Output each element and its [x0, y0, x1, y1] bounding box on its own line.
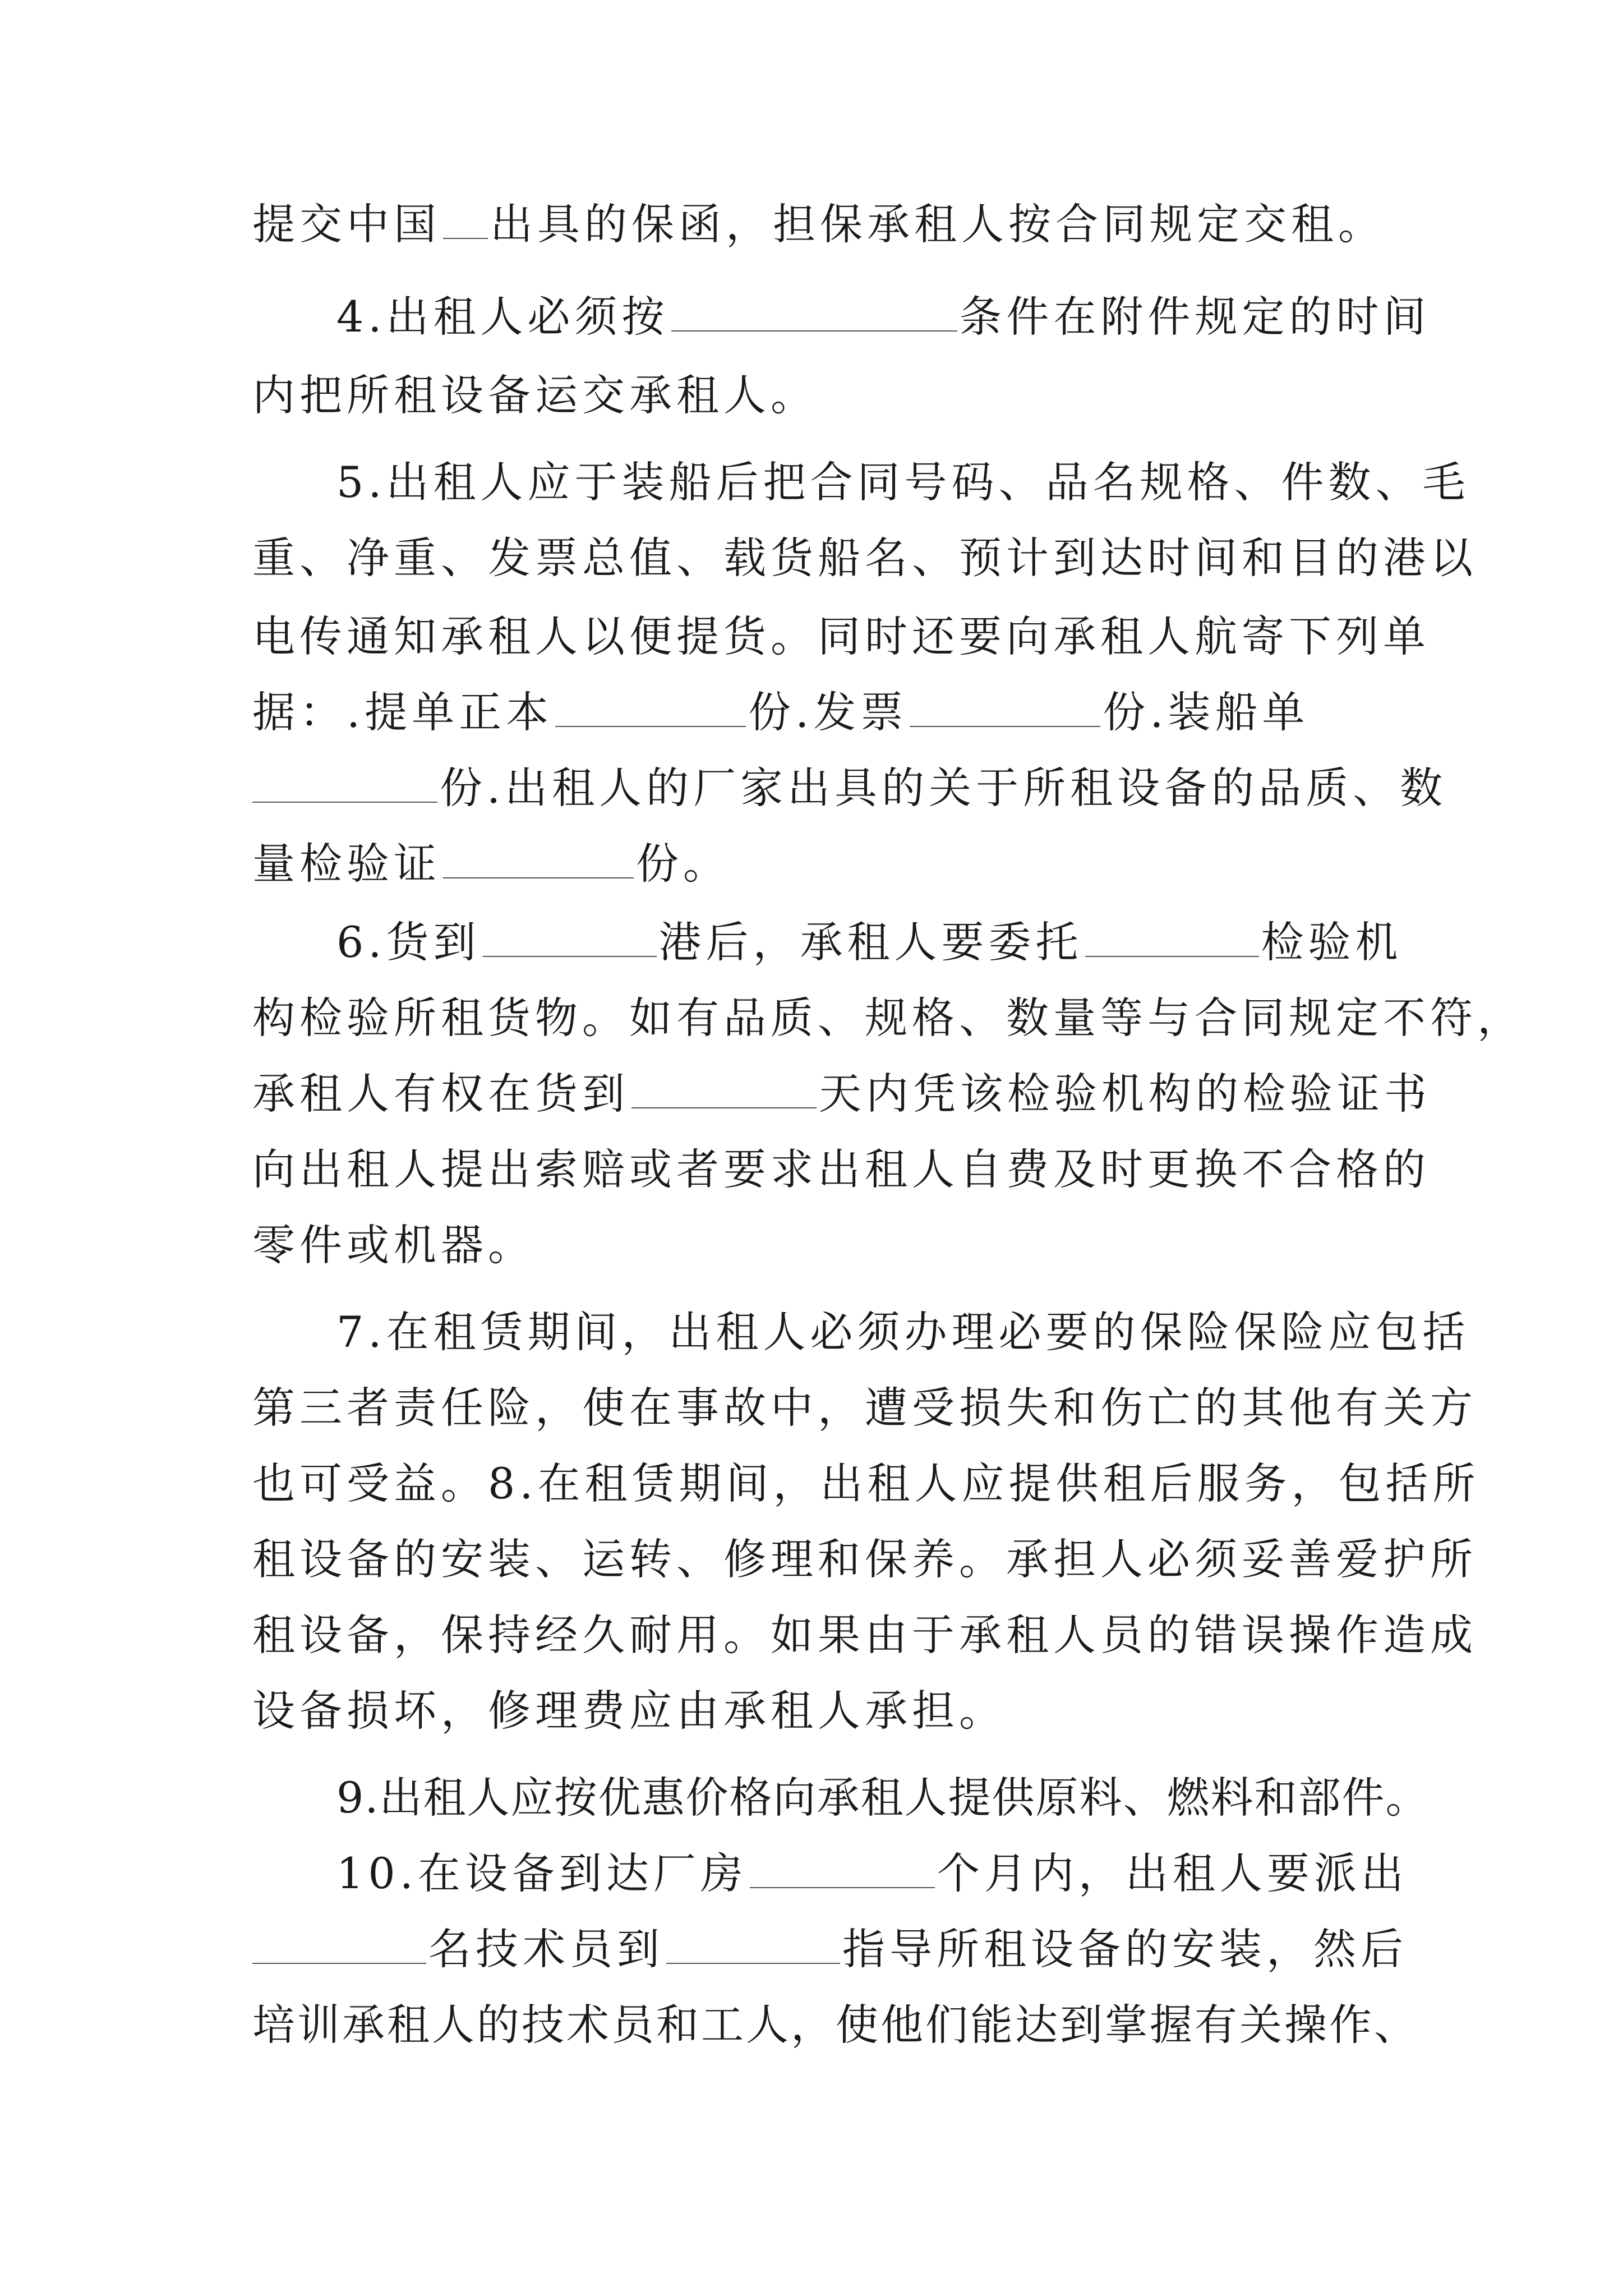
text-segment: 港后，承租人要委托: [658, 917, 1083, 967]
fill-in-blank: [750, 1848, 935, 1888]
text-line-1: [252, 196, 1385, 252]
text-segment: 据：.提单正本: [252, 687, 554, 737]
fill-in-blank: [671, 291, 957, 332]
text-segment: 7.在租赁期间，出租人必须办理必要的保险保险应包括: [336, 1307, 1470, 1357]
text-segment: 零件或机器。: [252, 1220, 535, 1270]
fill-in-blank: [252, 762, 437, 803]
fill-in-blank: [555, 687, 746, 727]
text-segment: 指导所租设备的安装，然后: [842, 1924, 1408, 1974]
text-segment: 名技术员到: [428, 1924, 664, 1974]
text-line-8: [252, 760, 1447, 816]
text-line-6: [252, 609, 1430, 665]
text-segment: 10.在设备到达厂房: [336, 1848, 748, 1898]
fill-in-blank: [631, 1068, 817, 1108]
text-segment: 5.出租人应于装船后把合同号码、品名规格、件数、毛: [336, 457, 1470, 507]
text-line-11: [252, 990, 1524, 1046]
text-segment: 条件在附件规定的时间: [959, 292, 1431, 342]
text-line-14: [252, 1217, 535, 1273]
text-line-20: [252, 1683, 1006, 1739]
text-line-12: [252, 1066, 1431, 1122]
text-line-13: [252, 1142, 1430, 1198]
fill-in-blank: [666, 1924, 840, 1964]
text-line-4: [336, 454, 1470, 510]
text-line-24: [252, 1997, 1419, 2053]
text-segment: 6.货到: [336, 917, 481, 967]
text-segment: 份.装船单: [1103, 687, 1310, 737]
text-line-17: [252, 1456, 1480, 1512]
text-segment: 份.出租人的厂家出具的关于所租设备的品质、数: [440, 763, 1447, 813]
text-segment: 电传通知承租人以便提货。同时还要向承租人航寄下列单: [252, 611, 1430, 661]
text-line-21: [336, 1770, 1430, 1826]
text-line-9: [252, 836, 730, 892]
text-line-23: [252, 1921, 1408, 1977]
text-segment: 构检验所租货物。如有品质、规格、数量等与合同规定不符，: [252, 993, 1524, 1043]
text-segment: 份.发票: [748, 687, 908, 737]
text-segment: 个月内，出租人要派出: [937, 1848, 1408, 1898]
text-line-10: [336, 914, 1403, 970]
fill-in-blank: [1085, 917, 1259, 957]
text-segment: 量检验证: [252, 839, 441, 889]
text-line-15: [336, 1304, 1470, 1360]
text-segment: 租设备的安装、运转、修理和保养。承担人必须妥善爱护所: [252, 1534, 1477, 1584]
text-segment: 第三者责任险，使在事故中，遭受损失和伤亡的其他有关方: [252, 1383, 1477, 1433]
text-segment: 出具的保函，担保承租人按合同规定交租。: [490, 199, 1385, 249]
text-line-5: [252, 530, 1477, 586]
text-segment: 租设备，保持经久耐用。如果由于承租人员的错误操作造成: [252, 1610, 1477, 1660]
fill-in-blank: [910, 687, 1100, 727]
text-segment: 重、净重、发票总值、载货船名、预计到达时间和目的港以: [252, 533, 1477, 583]
text-segment: 也可受益。8.在租赁期间，出租人应提供租后服务，包括所: [252, 1458, 1480, 1508]
text-line-18: [252, 1531, 1477, 1588]
text-segment: 培训承租人的技术员和工人，使他们能达到掌握有关操作、: [252, 2000, 1419, 2050]
text-segment: 内把所租设备运交承租人。: [252, 370, 818, 420]
fill-in-blank: [252, 1924, 426, 1964]
text-segment: 设备损坏，修理费应由承租人承担。: [252, 1686, 1006, 1736]
text-segment: 天内凭该检验机构的检验证书: [819, 1069, 1431, 1119]
text-line-22: [336, 1846, 1408, 1902]
text-line-2: [336, 289, 1431, 345]
text-line-7: [252, 684, 1310, 740]
text-segment: 份。: [636, 839, 730, 889]
text-segment: 4.出租人必须按: [336, 292, 669, 342]
text-segment: 检验机: [1261, 917, 1403, 967]
text-segment: 提交中国: [252, 199, 441, 249]
text-line-16: [252, 1380, 1477, 1436]
fill-in-blank: [443, 838, 634, 878]
fill-in-blank: [483, 917, 657, 957]
text-segment: 承租人有权在货到: [252, 1069, 629, 1119]
text-line-3: [252, 367, 818, 424]
text-segment: 9.出租人应按优惠价格向承租人提供原料、燃料和部件。: [336, 1773, 1430, 1823]
text-segment: 向出租人提出索赔或者要求出租人自费及时更换不合格的: [252, 1144, 1430, 1194]
text-line-19: [252, 1607, 1477, 1663]
fill-in-blank: [443, 199, 488, 239]
